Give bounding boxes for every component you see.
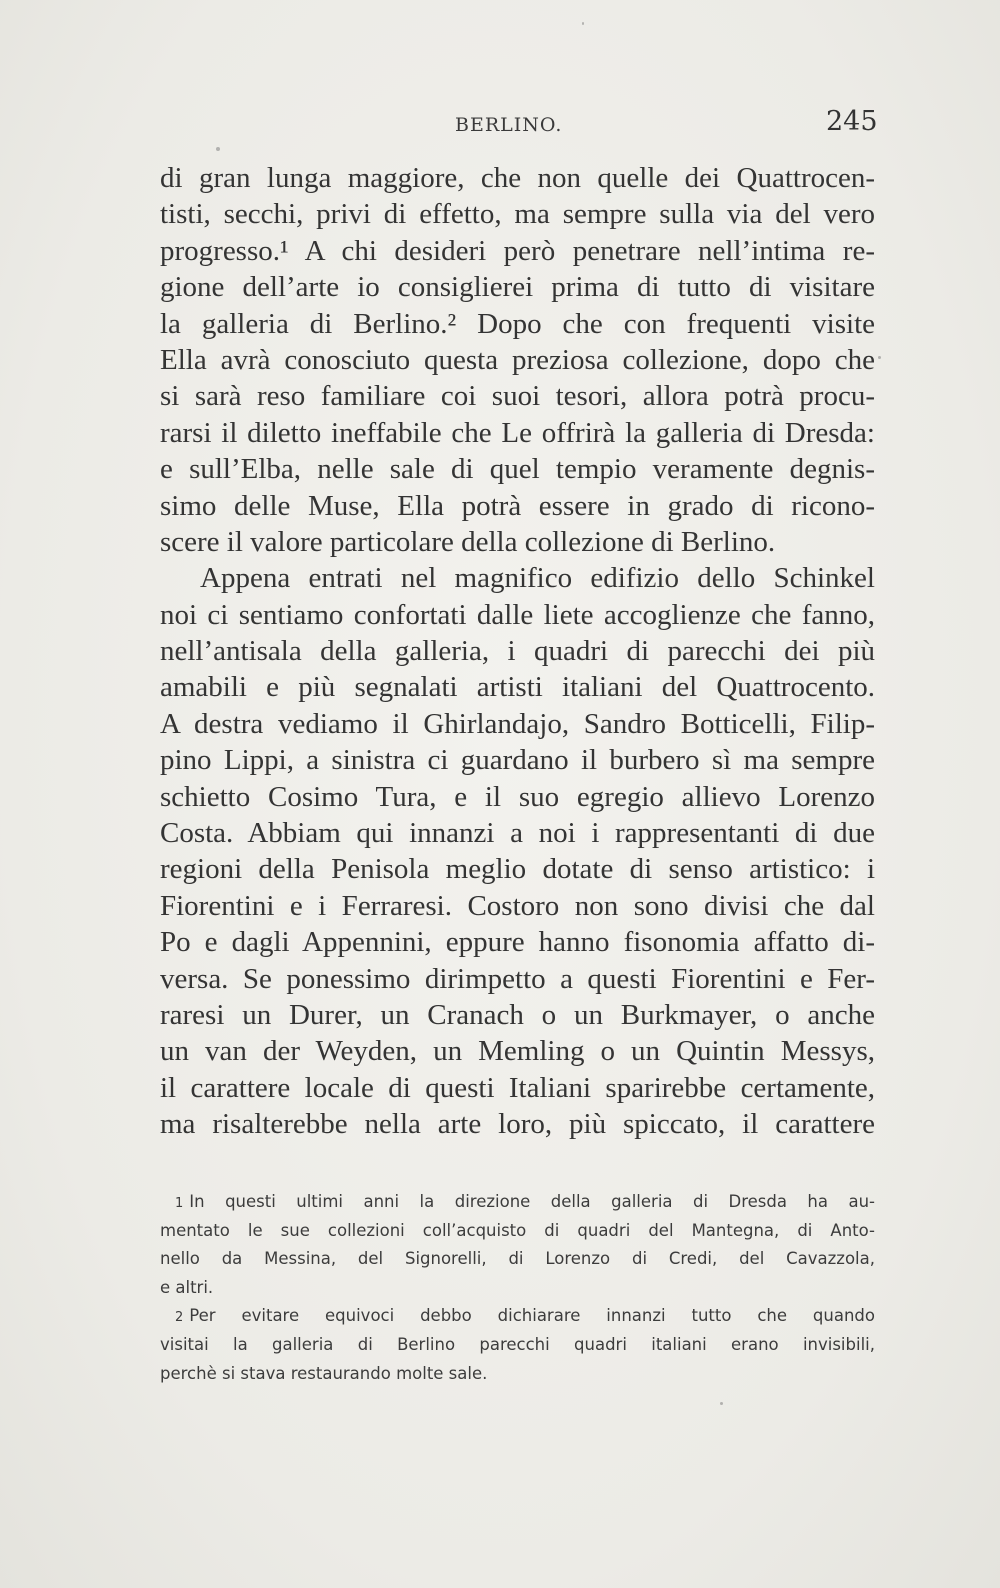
footnote-text: In questi ultimi anni la direzione della galleria di Dresda ha au- [189,1192,875,1211]
footnote-1-line [160,1188,875,1217]
footnote-2-line: perchè si stava restaurando molte sale. [160,1363,488,1383]
text-line: amabili e più segnalati artisti italiani del Quattrocento. [160,671,875,704]
text-line: schietto Cosimo Tura, e il suo egregio allievo Lorenzo [160,780,875,813]
footnote-2-line [160,1302,875,1331]
text-line: nell’antisala della galleria, i quadri di parecchi dei più [160,635,875,668]
text-line: progresso.¹ A chi desideri però penetrare nell’intima re- [160,234,875,267]
text-line: un van der Weyden, un Memling o un Quintin Messys, [160,1035,875,1068]
text-line: regioni della Penisola meglio dotate di senso artistico: i [160,853,875,886]
text-line: si sarà reso familiare coi suoi tesori, allora potrà procu- [160,380,875,413]
text-line: rarsi il diletto ineffabile che Le offrirà la galleria di Dresda: [160,416,875,449]
paper-speck [720,1402,723,1405]
paper-speck [878,356,881,359]
text-line: Po e dagli Appennini, eppure hanno fisonomia affatto di- [160,926,875,959]
text-line: A destra vediamo il Ghirlandajo, Sandro Botticelli, Filip- [160,707,875,740]
text-line: Fiorentini e i Ferraresi. Costoro non sono divisi che dal [160,889,875,922]
text-line: e sull’Elba, nelle sale di quel tempio veramente degnis- [160,453,875,486]
page-number: 245 [826,106,878,137]
main-text [160,160,875,1143]
text-line: versa. Se ponessimo dirimpetto a questi Fiorentini e Fer- [160,962,875,995]
paper-speck [216,147,220,151]
text-line: il carattere locale di questi Italiani sparirebbe certamente, [160,1071,875,1104]
text-line: la galleria di Berlino.² Dopo che con frequenti visite [160,307,875,340]
running-title: BERLINO. [455,114,563,136]
text-line: Costa. Abbiam qui innanzi a noi i rappresentanti di due [160,817,875,850]
text-line: gione dell’arte io consiglierei prima di tutto di visitare [160,271,875,304]
text-line: noi ci sentiamo confortati dalle liete accoglienze che fanno, [160,598,875,631]
footnote-1-line: e altri. [160,1277,214,1297]
footnote-2-line: visitai la galleria di Berlino parecchi quadri italiani erano invisibili, [160,1334,875,1354]
text-line: Appena entrati nel magnifico edifizio dello Schinkel [200,562,875,595]
text-line: di gran lunga maggiore, che non quelle dei Quattrocen- [160,162,875,194]
footnote-1-line: nello da Messina, del Signorelli, di Lorenzo di Credi, del Cavazzola, [160,1249,875,1269]
footnote-1-line: mentato le sue collezioni coll’acquisto di quadri del Mantegna, di Anto- [160,1220,875,1240]
footnote-marker: 1 [175,1196,184,1211]
text-line: simo delle Muse, Ella potrà essere in grado di ricono- [160,489,875,522]
paper-speck [582,22,584,25]
text-line: raresi un Durer, un Cranach o un Burkmayer, o anche [160,998,875,1031]
text-line: scere il valore particolare della collezione di Berlino. [160,525,776,558]
text-line: ma risalterebbe nella arte loro, più spiccato, il carattere [160,1108,875,1141]
text-line: Ella avrà conosciuto questa preziosa collezione, dopo che [160,343,875,376]
text-line: pino Lippi, a sinistra ci guardano il burbero sì ma sempre [160,744,875,777]
footnote-marker: 2 [175,1310,184,1326]
footnotes [160,1188,875,1388]
footnote-text: Per evitare equivoci debbo dichiarare innanzi tutto che quando [189,1306,875,1326]
text-line: tisti, secchi, privi di effetto, ma sempre sulla via del vero [160,198,875,231]
